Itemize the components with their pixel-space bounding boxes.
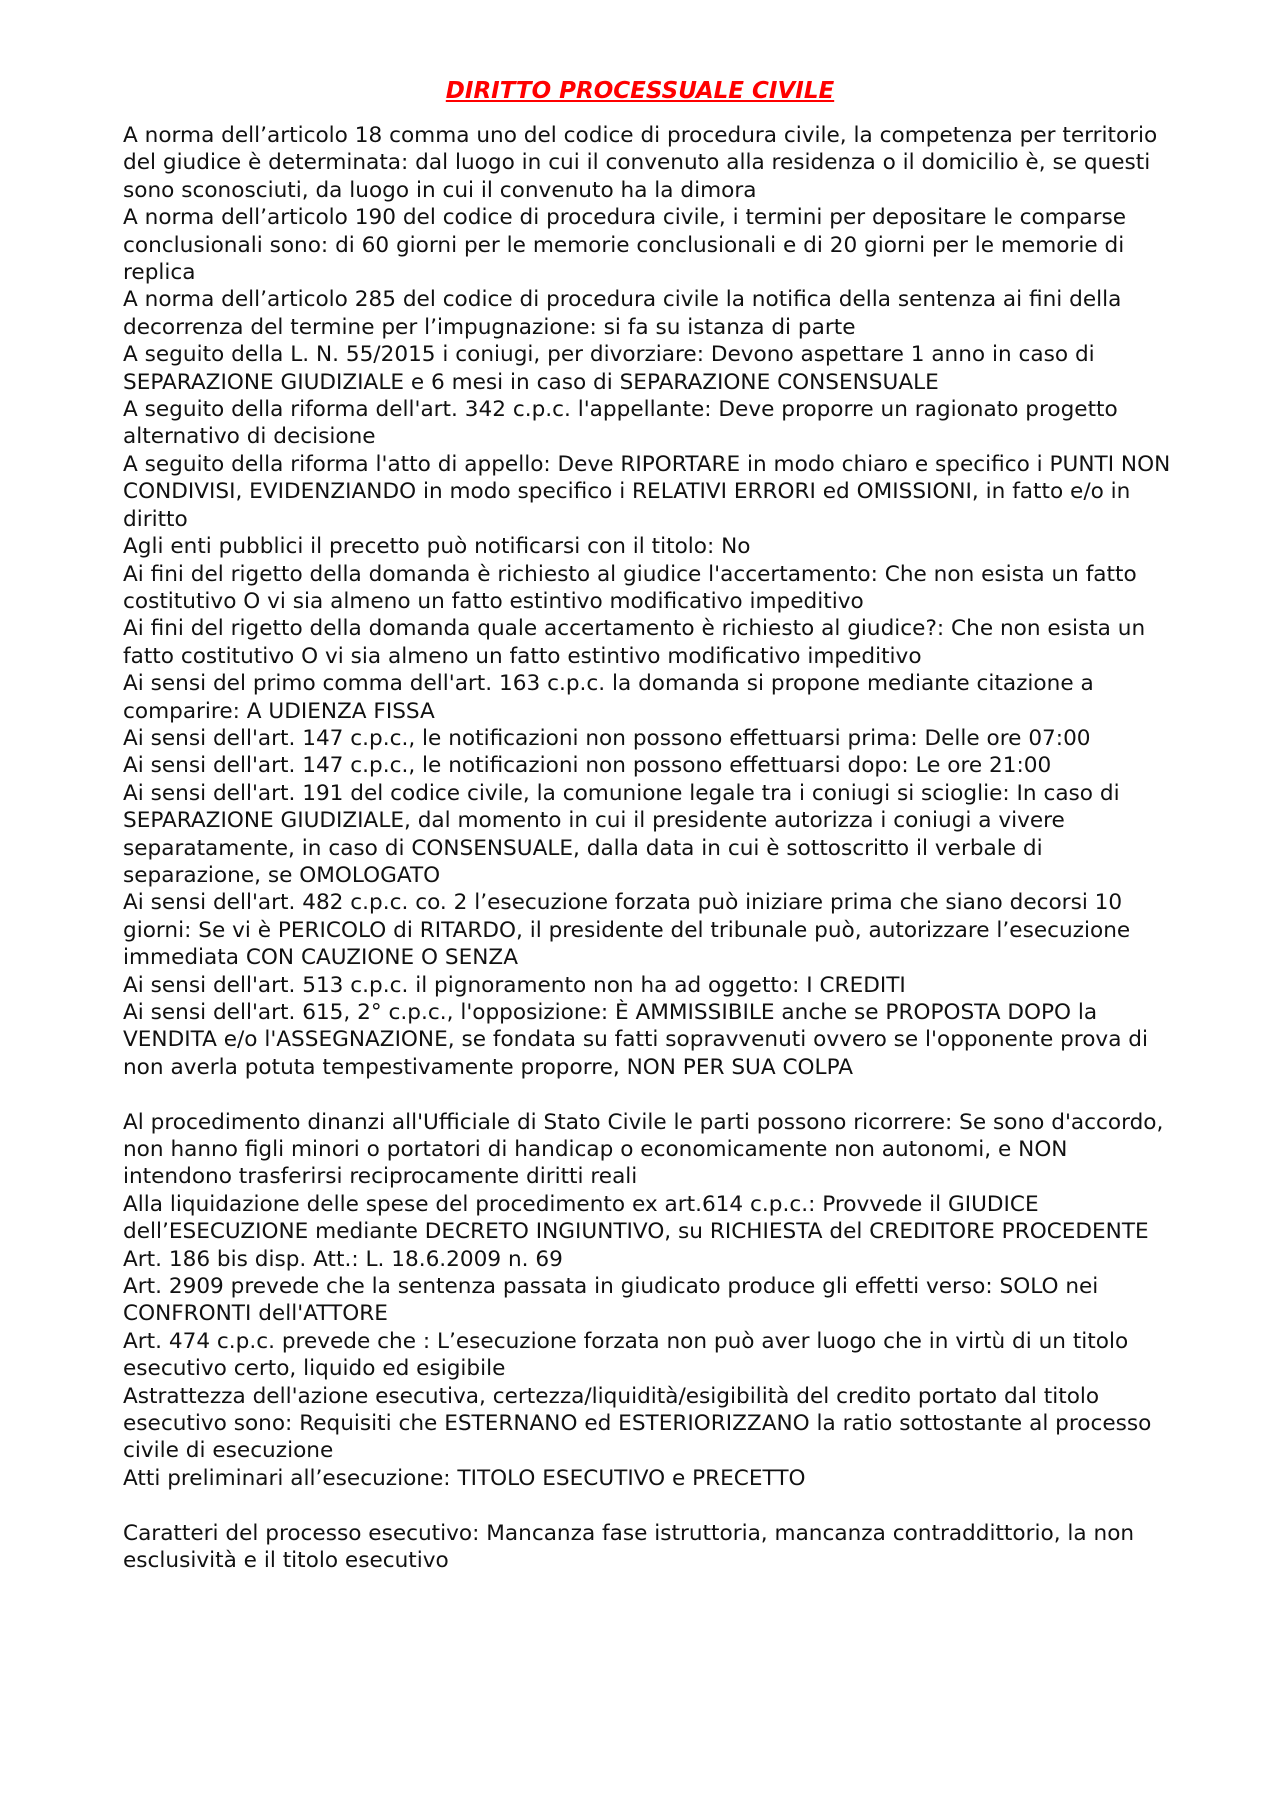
paragraph: Art. 474 c.p.c. prevede che : L’esecuzione forzata non può aver luogo che in virtù di un titolo esecutivo certo, liquido ed esigibile bbox=[123, 1328, 1129, 1382]
paragraph: Atti preliminari all’esecuzione: TITOLO ESECUTIVO e PRECETTO bbox=[123, 1465, 806, 1491]
paragraph: Ai sensi dell'art. 191 del codice civile, la comunione legale tra i coniugi si scioglie: In caso di SEPARAZIONE GIUDIZIALE, dal momento in cui il presidente autorizza i coniugi a vivere separatamente, in caso di CONSENSUALE, dalla data in cui è sottoscritto il verbale di separazione, se OMOLOGATO bbox=[123, 780, 1120, 888]
paragraph: A seguito della L. N. 55/2015 i coniugi, per divorziare: Devono aspettare 1 anno in caso di SEPARAZIONE GIUDIZIALE e 6 mesi in caso di SEPARAZIONE CONSENSUALE bbox=[123, 342, 1095, 395]
paragraph: Astrattezza dell'azione esecutiva, certezza/liquidità/esigibilità del credito portato dal titolo esecutivo sono: Requisiti che ESTERNANO ed ESTERIORIZZANO la ratio sottostante al processo civile di esecuzione bbox=[123, 1383, 1152, 1464]
paragraph: A seguito della riforma dell'art. 342 c.p.c. l'appellante: Deve proporre un ragionato progetto alternativo di decisione bbox=[123, 397, 1118, 450]
paragraph: Ai sensi dell'art. 482 c.p.c. co. 2 l’esecuzione forzata può iniziare prima che siano decorsi 10 giorni: Se vi è PERICOLO di RITARDO, il presidente del tribunale può, autorizzare l’esecuzione immediata CON CAUZIONE O SENZA bbox=[123, 890, 1131, 971]
paragraph: Art. 186 bis disp. Att.: L. 18.6.2009 n. 69 bbox=[123, 1246, 563, 1272]
paragraph: Ai sensi dell'art. 147 c.p.c., le notificazioni non possono effettuarsi dopo: Le ore 21:00 bbox=[123, 753, 1052, 779]
paragraph: Ai sensi del primo comma dell'art. 163 c.p.c. la domanda si propone mediante citazione a comparire: A UDIENZA FISSA bbox=[123, 671, 1094, 724]
paragraph: Caratteri del processo esecutivo: Mancanza fase istruttoria, mancanza contraddittorio, la non esclusività e il titolo esecutivo bbox=[123, 1520, 1135, 1574]
paragraph: Agli enti pubblici il precetto può notificarsi con il titolo: No bbox=[123, 534, 751, 560]
paragraph: Ai sensi dell'art. 147 c.p.c., le notificazioni non possono effettuarsi prima: Delle ore 07:00 bbox=[123, 725, 1091, 751]
paragraph: Ai fini del rigetto della domanda quale accertamento è richiesto al giudice?: Che non esista un fatto costitutivo O vi sia almeno un fatto estintivo modificativo impeditivo bbox=[123, 616, 1146, 669]
document-title: DIRITTO PROCESSUALE CIVILE bbox=[445, 78, 835, 104]
paragraph: Art. 2909 prevede che la sentenza passata in giudicato produce gli effetti verso: SOLO nei CONFRONTI dell'ATTORE bbox=[123, 1274, 1099, 1327]
paragraph: A norma dell’articolo 190 del codice di procedura civile, i termini per depositare le comparse conclusionali sono: di 60 giorni per le memorie conclusionali e di 20 giorni per le memorie di replica bbox=[123, 205, 1127, 286]
paragraph: Al procedimento dinanzi all'Ufficiale di Stato Civile le parti possono ricorrere: Se sono d'accordo, non hanno figli minori o portatori di handicap o economicamente non autonomi, e NON intendono trasferirsi reciprocamente diritti reali bbox=[123, 1109, 1164, 1190]
paragraph: A norma dell’articolo 285 del codice di procedura civile la notifica della sentenza ai fini della decorrenza del termine per l’impugnazione: si fa su istanza di parte bbox=[123, 287, 1122, 340]
paragraph: A norma dell’articolo 18 comma uno del codice di procedura civile, la competenza per territorio del giudice è determinata: dal luogo in cui il convenuto alla residenza o il domicilio è, se questi sono sconosciuti, da luogo in cui il convenuto ha la dimora bbox=[123, 123, 1158, 203]
paragraph: Ai fini del rigetto della domanda è richiesto al giudice l'accertamento: Che non esista un fatto costitutivo O vi sia almeno un fatto estintivo modificativo impeditivo bbox=[123, 561, 1137, 614]
paragraph: Ai sensi dell'art. 513 c.p.c. il pignoramento non ha ad oggetto: I CREDITI bbox=[123, 972, 906, 998]
paragraph: Alla liquidazione delle spese del procedimento ex art.614 c.p.c.: Provvede il GIUDICE dell’ESECUZIONE mediante DECRETO INGIUNTIVO, su RICHIESTA del CREDITORE PROCEDENTE bbox=[123, 1191, 1149, 1245]
paragraph: Ai sensi dell'art. 615, 2° c.p.c., l'opposizione: È AMMISSIBILE anche se PROPOSTA DOPO la VENDITA e/o l'ASSEGNAZIONE, se fondata su fatti sopravvenuti ovvero se l'opponente prova di non averla potuta tempestivamente proporre, NON PER SUA COLPA bbox=[123, 1000, 1148, 1080]
document-body bbox=[123, 122, 1173, 1575]
paragraph: A seguito della riforma l'atto di appello: Deve RIPORTARE in modo chiaro e specifico i PUNTI NON CONDIVISI, EVIDENZIANDO in modo specifico i RELATIVI ERRORI ed OMISSIONI, in fatto e/o in diritto bbox=[123, 451, 1171, 532]
